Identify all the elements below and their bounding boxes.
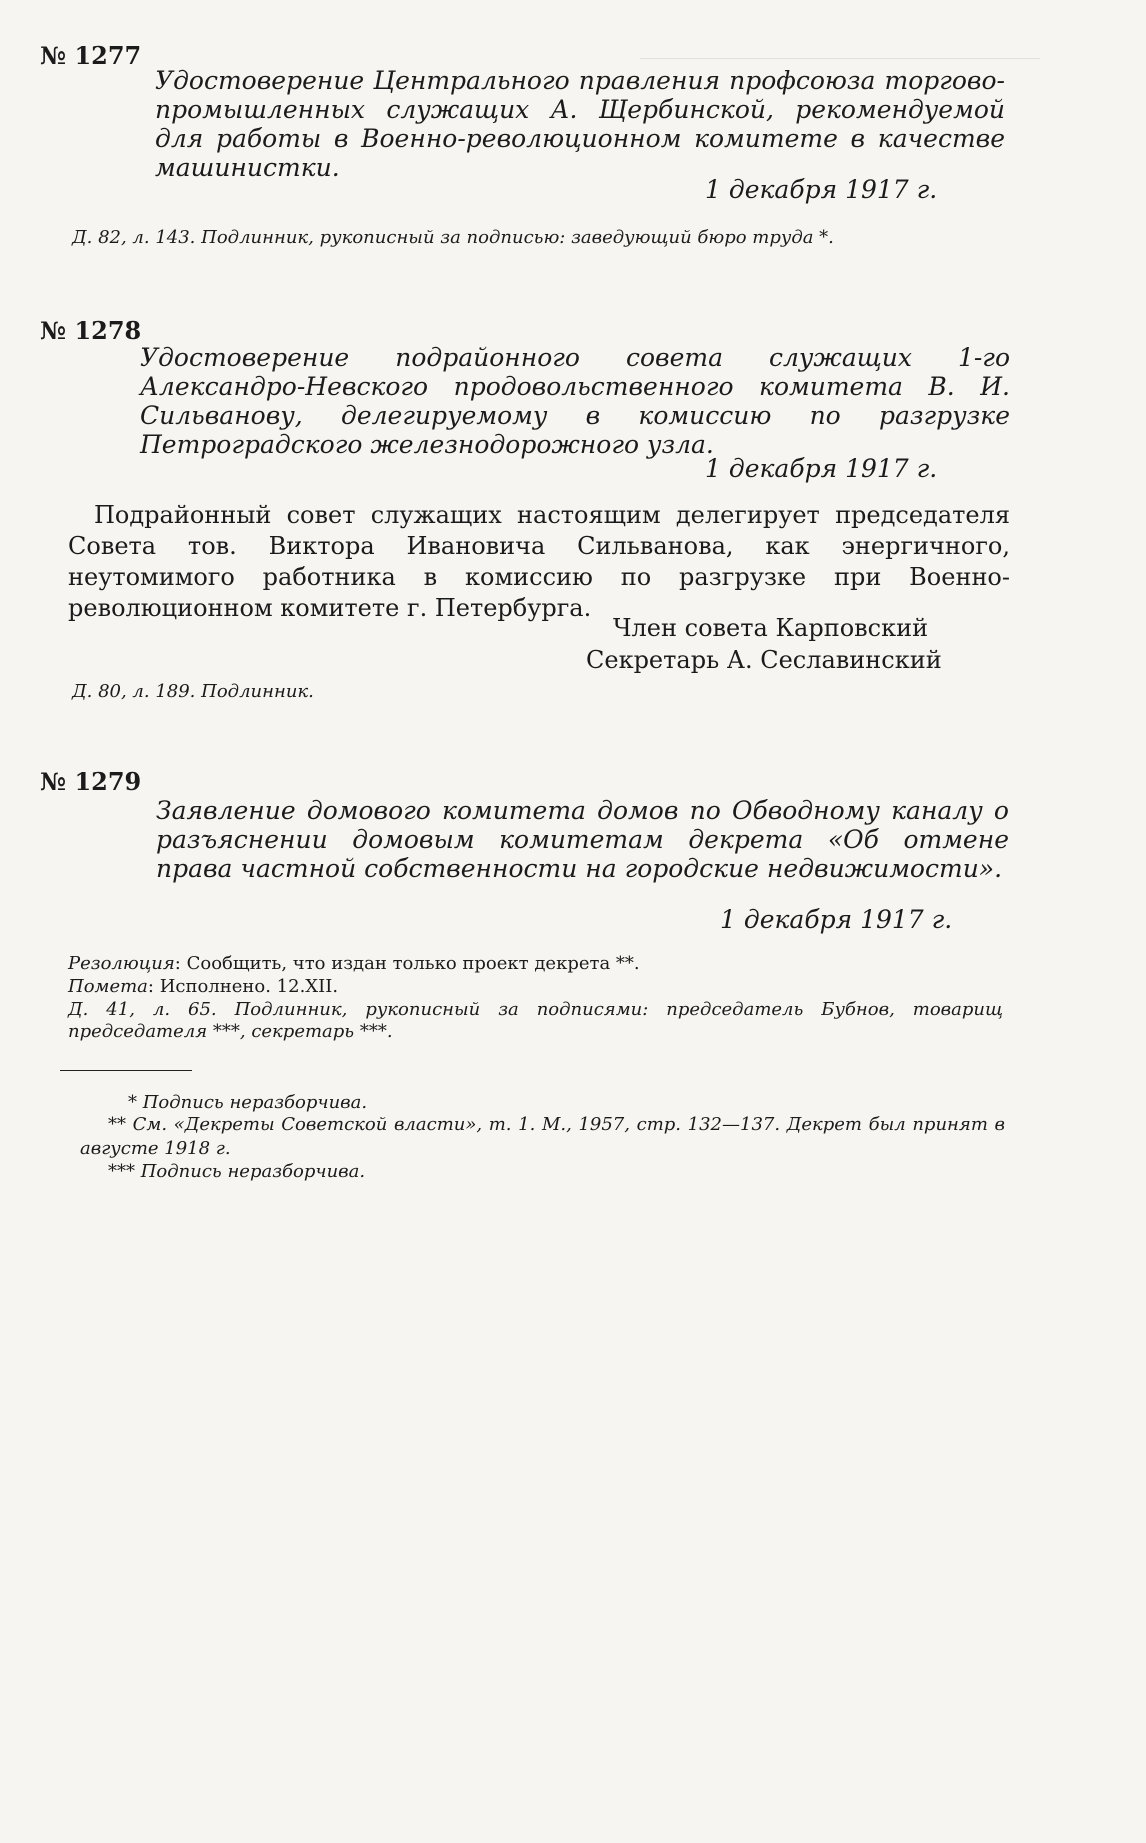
document-date: 1 декабря 1917 г. bbox=[720, 905, 953, 934]
archive-source: Д. 82, л. 143. Подлинник, рукописный за подписью: заведующий бюро труда *. bbox=[72, 227, 834, 248]
footnote-2: ** См. «Декреты Советской власти», т. 1. М., 1957, стр. 132—137. Декрет был принят в августе 1918 г. bbox=[80, 1114, 1005, 1159]
mark-text: : Исполнено. 12.XII. bbox=[147, 976, 339, 997]
signature-secretary: Секретарь А. Сеславинский bbox=[586, 646, 942, 674]
footnote-divider bbox=[60, 1070, 192, 1071]
resolution-label: Резолюция bbox=[68, 953, 175, 974]
document-number: № 1279 bbox=[40, 767, 142, 796]
document-title: Удостоверение Центрального правления профсоюза торгово-промышленных служащих А. Щербинской, рекомендуемой для работы в Военно-революционном комитете в качестве машинистки. bbox=[155, 66, 1005, 182]
footnote-3: *** Подпись неразборчива. bbox=[108, 1161, 366, 1182]
resolution-line bbox=[68, 953, 1008, 975]
document-number: № 1277 bbox=[40, 41, 142, 70]
mark-label: Помета bbox=[68, 976, 148, 997]
document-date: 1 декабря 1917 г. bbox=[705, 175, 938, 204]
footnote-1: * Подпись неразборчива. bbox=[128, 1092, 368, 1113]
mark-line bbox=[68, 976, 1008, 998]
signature-member: Член совета Карповский bbox=[613, 614, 929, 642]
resolution-text: : Сообщить, что издан только проект декрета **. bbox=[174, 953, 640, 974]
document-date: 1 декабря 1917 г. bbox=[705, 454, 938, 483]
document-number: № 1278 bbox=[40, 316, 142, 345]
document-title: Заявление домового комитета домов по Обводному каналу о разъяснении домовым комитетам декрета «Об отмене права частной собственности на городские недвижимости». bbox=[156, 796, 1009, 883]
archive-source: Д. 41, л. 65. Подлинник, рукописный за подписями: председатель Бубнов, товарищ председателя ***, секретарь ***. bbox=[68, 999, 1003, 1042]
bleed-through-line bbox=[640, 58, 1040, 59]
document-body: Подрайонный совет служащих настоящим делегирует председателя Совета тов. Виктора Ивановича Сильванова, как энергичного, неутомимого работника в комиссию по разгрузке при Военно-революционном комитете г. Петербурга. bbox=[68, 501, 1010, 622]
archive-source: Д. 80, л. 189. Подлинник. bbox=[72, 681, 314, 702]
document-title: Удостоверение подрайонного совета служащих 1-го Александро-Невского продовольственного комитета В. И. Сильванову, делегируемому в комиссию по разгрузке Петроградского железнодорожного узла. bbox=[140, 343, 1010, 459]
